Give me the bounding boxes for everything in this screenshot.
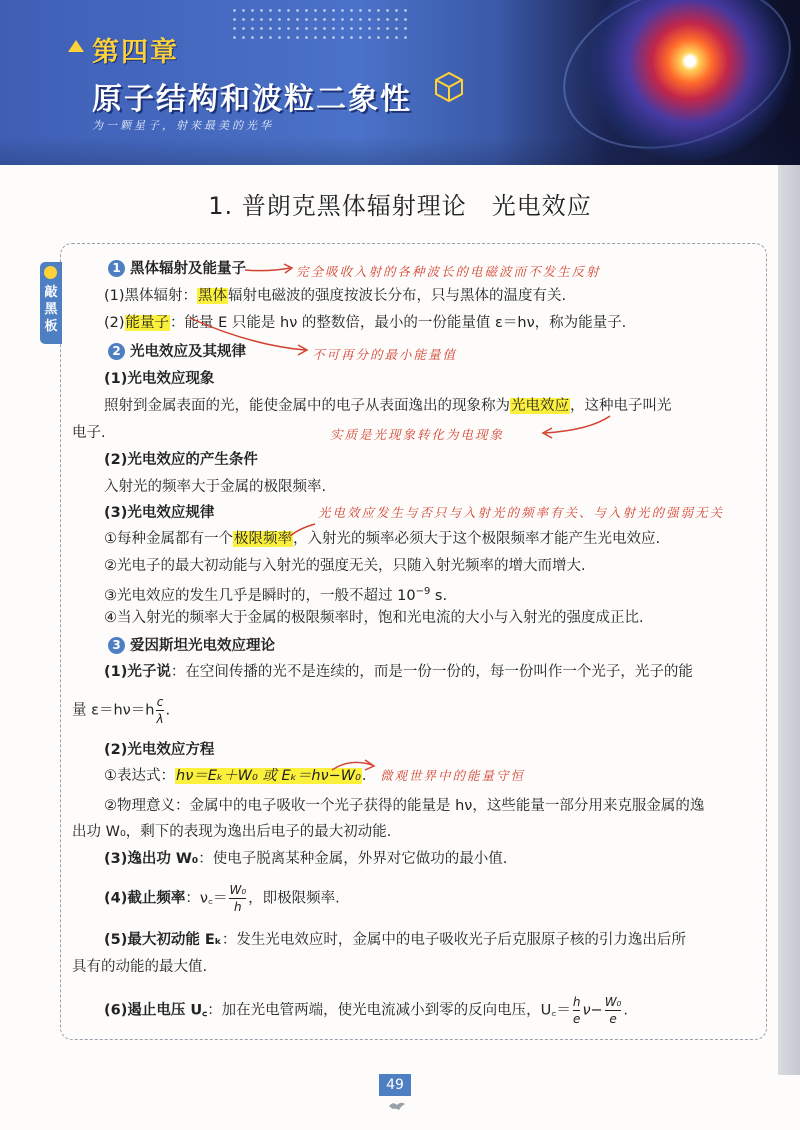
para-conditions: 入射光的频率大于金属的极限频率. [104,479,327,495]
highlight-limit-frequency: 极限频率 [234,531,292,547]
para-photon-theory-a: (1)光子说：在空间传播的光不是连续的，而是一份一份的，每一份叫作一个光子，光子的能 [104,664,693,680]
para-energy-quantum: (2)能量子：能量 E 只能是 hν 的整数倍，最小的一份能量值 ε＝hν，称为能量子. [104,315,627,331]
heading-blackbody [108,259,246,279]
note-frequency-rule: 光电效应发生与否只与入射光的频率有关、与入射光的强弱无关 [318,505,725,520]
heading-number-3: 3 [108,637,125,654]
para-phenomenon-b: 电子. [72,425,106,441]
chapter-triangle-icon [68,40,84,52]
note-energy-conservation: 微观世界中的能量守恒 [380,768,526,783]
note-energy-quantum: 不可再分的最小能量值 [312,347,458,362]
note-blackbody: 完全吸收入射的各种波长的电磁波而不发生反射 [296,264,601,279]
highlight-energy-quantum: 能量子 [125,315,170,331]
heading-text-2: 光电效应及其规律 [130,344,246,360]
para-stopping-voltage: (6)遏止电压 U꜀：加在光电管两端，使光电流减小到零的反向电压，U꜀＝ $\frac{h}{e}$ ν− $\frac{\text{W₀}}{e}$ . [104,995,628,1026]
dot-pattern [230,6,410,40]
para-work-function: (3)逸出功 W₀：使电子脱离某种金属，外界对它做功的最小值. [104,851,508,867]
para-max-kinetic-a: (5)最大初动能 Eₖ：发生光电效应时，金属中的电子吸收光子后克服原子核的引力逸出后所 [104,932,686,948]
para-equation-meaning-b: 出功 W₀，剩下的表现为逸出后电子的最大初动能. [72,824,392,840]
heading-photoelectric [108,342,246,362]
bird-icon [388,1100,406,1112]
chapter-title: 原子结构和波粒二象性 [92,82,412,117]
chapter-number: 第四章 [92,37,179,68]
page-number: 49 [379,1074,411,1096]
heading-einstein [108,636,275,656]
section-title: 1. 普朗克黑体辐射理论 光电效应 [208,192,592,220]
page-edge-strip [778,165,800,1075]
side-tab [40,262,62,344]
rule-2: ②光电子的最大初动能与入射光的强度无关，只随入射光频率的增大而增大. [104,558,586,574]
rule-3: ③光电效应的发生几乎是瞬时的，一般不超过 $10^{-9}$ s. [104,586,448,604]
heading-number-1: 1 [108,260,125,277]
highlight-photoelectric: 光电效应 [511,398,569,414]
fraction-h-e: $\frac{h}{e}$ [572,995,581,1026]
subheading-equation: (2)光电效应方程 [104,742,215,758]
para-max-kinetic-b: 具有的动能的最大值. [72,959,208,975]
fraction-w0-h: $\frac{\text{W₀}}{h}$ [229,883,247,914]
side-tab-label: 敲黑板 [44,285,58,334]
fraction-c-lambda: $\frac{c}{\lambda}$ [156,695,164,726]
chapter-banner [0,0,800,165]
para-equation-meaning-a: ②物理意义：金属中的电子吸收一个光子获得的能量是 hν，这些能量一部分用来克服金属的逸 [104,798,705,814]
subheading-rules: (3)光电效应规律 [104,505,215,521]
fraction-w0-e: $\frac{\text{W₀}}{e}$ [604,995,622,1026]
heading-text-3: 爱因斯坦光电效应理论 [130,638,275,654]
heading-text-1: 黑体辐射及能量子 [130,261,246,277]
highlight-equation: hν＝Eₖ＋W₀ 或 Eₖ＝hν−W₀ [176,768,361,784]
para-phenomenon-a: 照射到金属表面的光，能使金属中的电子从表面逸出的现象称为光电效应，这种电子叫光 [104,398,672,414]
subheading-conditions: (2)光电效应的产生条件 [104,452,258,468]
highlight-blackbody: 黑体 [198,288,228,304]
lightbulb-icon [44,266,57,279]
para-cutoff-frequency: (4)截止频率：ν꜀＝ $\frac{\text{W₀}}{h}$ ，即极限频率. [104,883,340,914]
para-blackbody-radiation: (1)黑体辐射：黑体辐射电磁波的强度按波长分布，只与黑体的温度有关. [104,288,567,304]
chapter-slogan: 为一颗星子，射来最美的光华 [92,119,274,132]
rule-4: ④当入射光的频率大于金属的极限频率时，饱和光电流的大小与入射光的强度成正比. [104,610,644,626]
note-photoelectric: 实质是光现象转化为电现象 [330,427,505,442]
cube-icon [432,70,466,104]
rule-1: ①每种金属都有一个极限频率，入射光的频率必须大于这个极限频率才能产生光电效应. [104,531,661,547]
para-photon-theory-b: 量 ε＝hν＝h $\frac{c}{\lambda}$ . [72,695,171,726]
heading-number-2: 2 [108,343,125,360]
subheading-phenomenon: (1)光电效应现象 [104,371,215,387]
para-equation-expression: ①表达式：hν＝Eₖ＋W₀ 或 Eₖ＝hν−W₀. [104,768,367,784]
